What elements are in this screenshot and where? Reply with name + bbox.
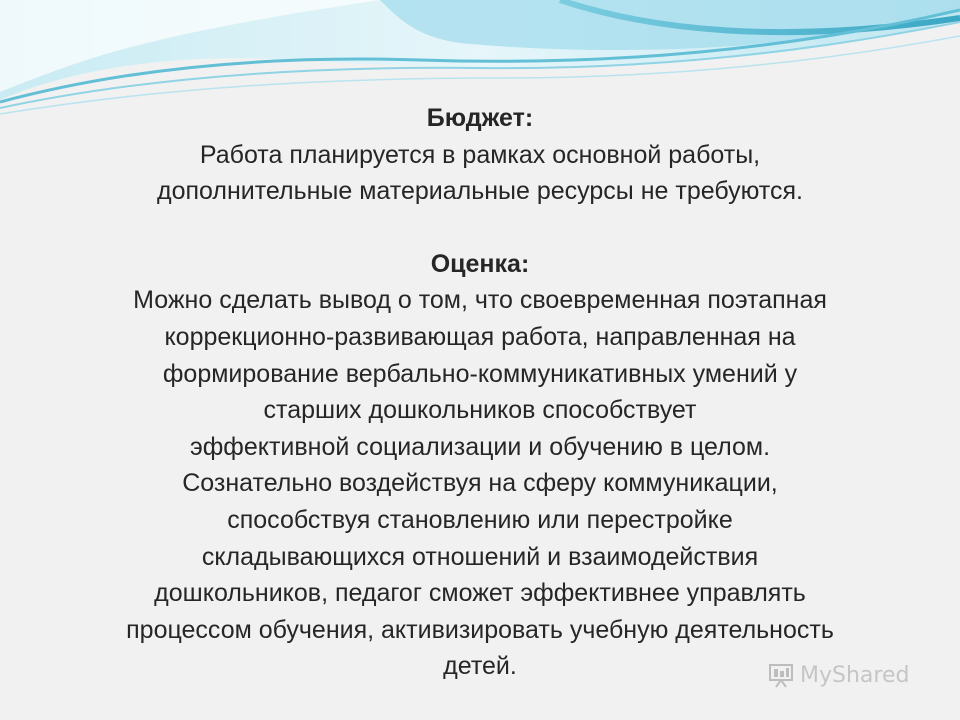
assessment-line: старших дошкольников способствует (263, 396, 697, 425)
watermark-text: MyShared (800, 662, 910, 688)
assessment-line: эффективной социализации и обучению в целом. (189, 432, 771, 461)
budget-heading: Бюджет: (426, 104, 534, 132)
budget-line: Работа планируется в рамках основной работы, (199, 140, 761, 169)
assessment-heading: Оценка: (430, 249, 530, 278)
budget-line: дополнительные материальные ресурсы не требуются. (157, 177, 803, 206)
assessment-line: складывающихся отношений и взаимодействия (201, 542, 759, 571)
assessment-line: Можно сделать вывод о том, что своевременная поэтапная (133, 286, 827, 315)
assessment-line: детей. (443, 652, 517, 681)
watermark (768, 662, 909, 688)
assessment-line: способствуя становлению или перестройке (227, 505, 733, 534)
assessment-line: Сознательно воздействуя на сферу коммуникации, (182, 469, 778, 498)
assessment-line: процессом обучения, активизировать учебную деятельность (126, 615, 834, 644)
section-spacer (0, 210, 960, 246)
assessment-line: формирование вербально-коммуникативных умений у (162, 359, 798, 388)
slide-body (0, 100, 960, 685)
assessment-line: дошкольников, педагог сможет эффективнее управлять (154, 579, 806, 608)
assessment-line: коррекционно-развивающая работа, направленная на (164, 322, 796, 351)
presentation-board-icon (768, 662, 794, 688)
